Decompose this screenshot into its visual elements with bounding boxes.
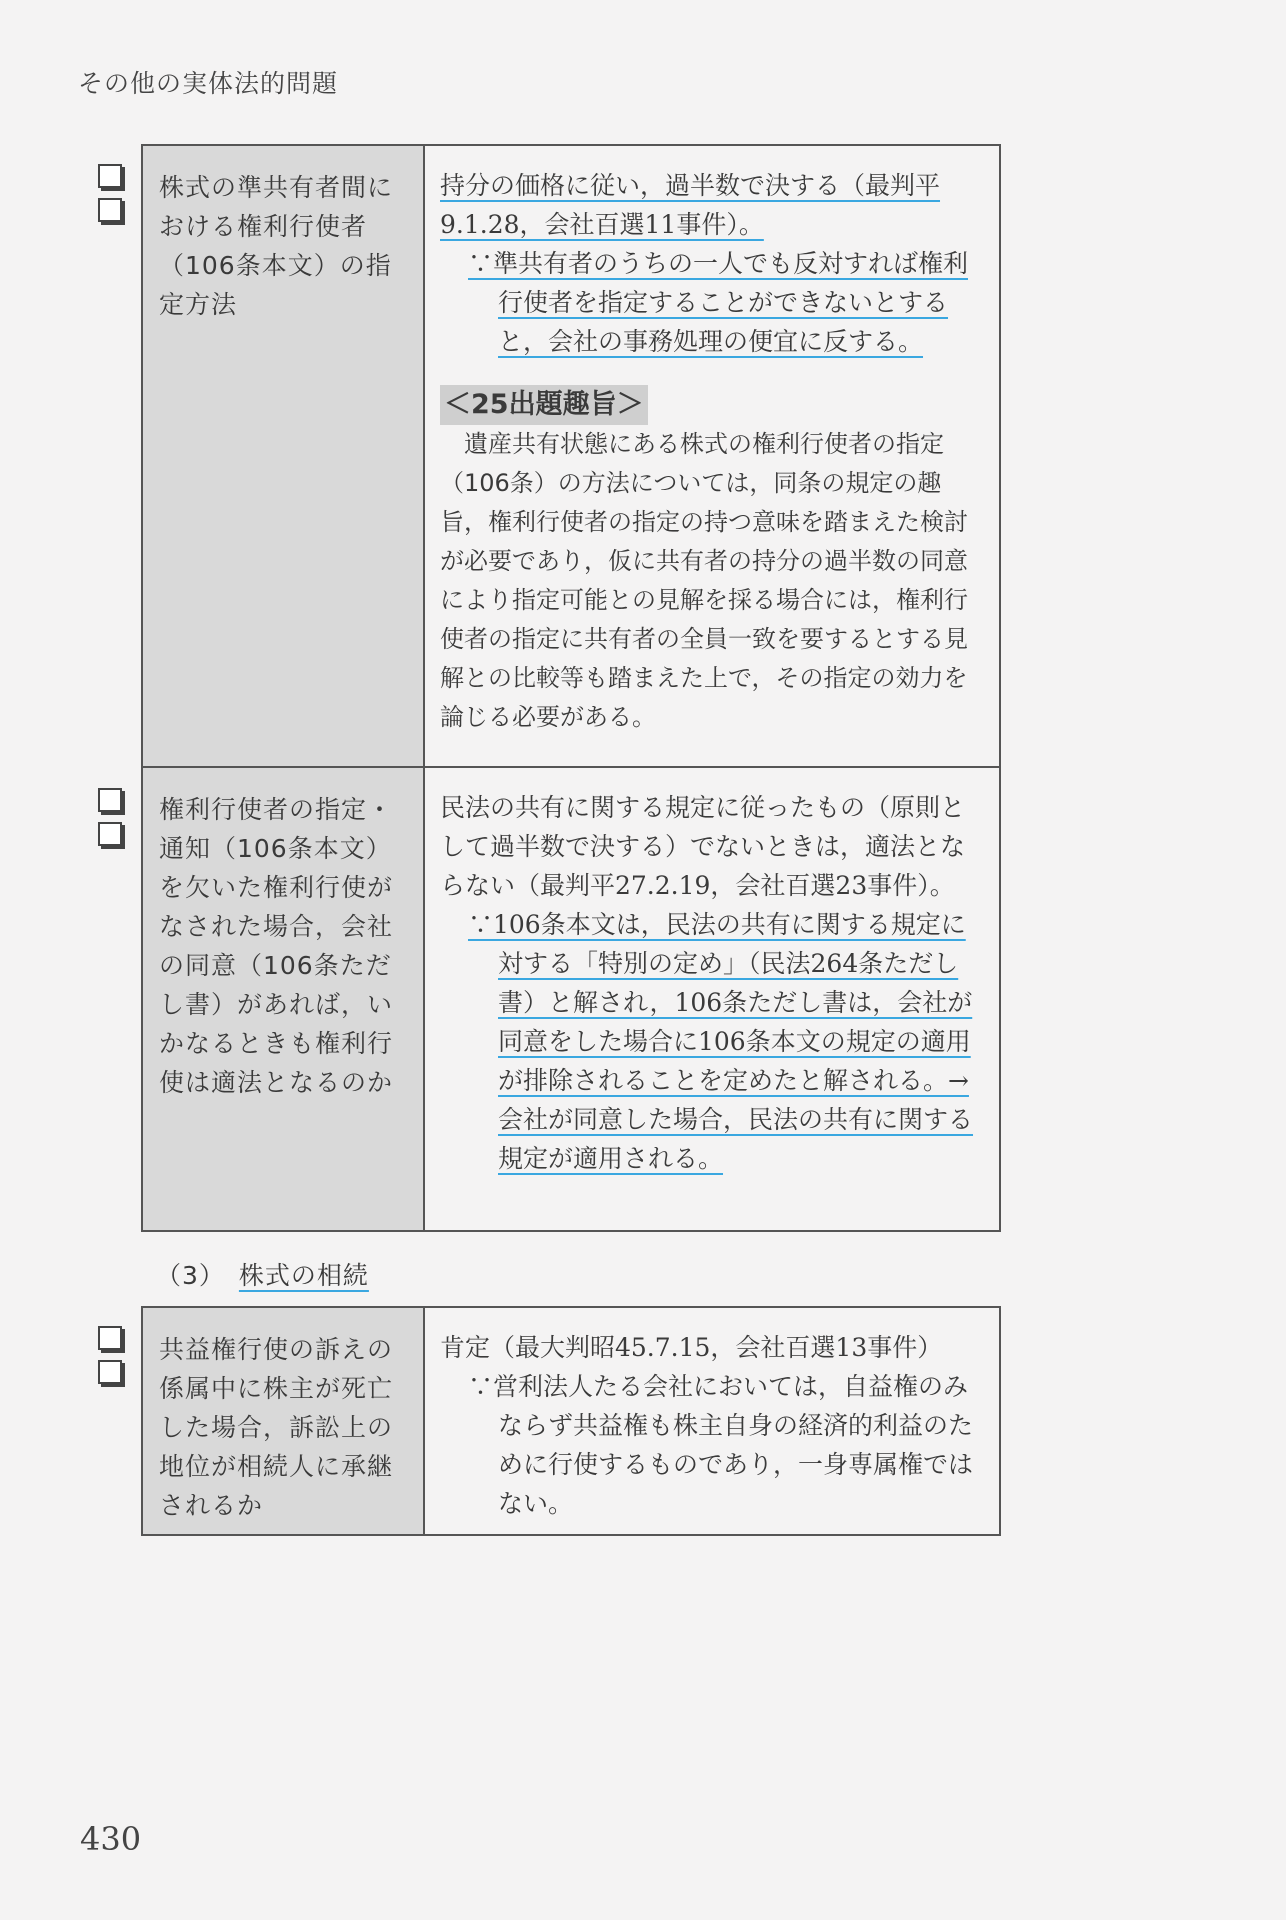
section-title: 株式の相続 bbox=[238, 1261, 369, 1290]
section-number: （3） bbox=[156, 1261, 225, 1290]
exam-purpose-label: ＜25出題趣旨＞ bbox=[440, 385, 648, 425]
reason-text: ∵営利法人たる会社においては，自益権のみならず共益権も株主自身の経済的利益のために行使するものであり，一身専属権ではない。 bbox=[468, 1372, 974, 1518]
answer-cell bbox=[425, 1308, 999, 1534]
question-cell: 権利行使者の指定・通知（106条本文）を欠いた権利行使がなされた場合，会社の同意（106条ただし書）があれば，いかなるときも権利行使は適法となるのか bbox=[143, 768, 425, 1230]
review-checkbox[interactable] bbox=[98, 788, 122, 812]
question-cell: 共益権行使の訴えの係属中に株主が死亡した場合，訴訟上の地位が相続人に承継されるか bbox=[143, 1308, 425, 1534]
qa-table-2 bbox=[141, 766, 1001, 1232]
answer-text: 民法の共有に関する規定に従ったもの（原則として過半数で決する）でないときは，適法とならない（最判平27.2.19，会社百選23事件）。 bbox=[440, 793, 966, 900]
qa-table-3 bbox=[141, 1306, 1001, 1536]
review-checkbox[interactable] bbox=[98, 1326, 122, 1350]
review-checkbox[interactable] bbox=[98, 1360, 122, 1384]
page-header: その他の実体法的問題 bbox=[78, 69, 339, 98]
qa-table-1 bbox=[141, 144, 1001, 768]
checkbox-group-2 bbox=[98, 788, 122, 856]
review-checkbox[interactable] bbox=[98, 822, 122, 846]
reason-text: ∵106条本文は，民法の共有に関する規定に対する「特別の定め」（民法264条ただし書）と解され，106条ただし書は，会社が同意をした場合に106条本文の規定の適用が排除されることを定めたと解される。→会社が同意した場合，民法の共有に関する規定が適用される。 bbox=[468, 910, 974, 1173]
checkbox-group-1 bbox=[98, 164, 122, 232]
question-cell: 株式の準共有者間における権利行使者（106条本文）の指定方法 bbox=[143, 146, 425, 766]
answer-text: 持分の価格に従い，過半数で決する（最判平9.1.28，会社百選11事件）。 bbox=[440, 171, 941, 239]
review-checkbox[interactable] bbox=[98, 198, 122, 222]
reason-text: ∵準共有者のうちの一人でも反対すれば権利行使者を指定することができないとすると，会社の事務処理の便宜に反する。 bbox=[468, 249, 969, 356]
section-heading bbox=[156, 1256, 369, 1292]
answer-text: 肯定（最大判昭45.7.15，会社百選13事件） bbox=[440, 1333, 943, 1362]
answer-cell bbox=[425, 146, 999, 766]
review-checkbox[interactable] bbox=[98, 164, 122, 188]
exam-purpose-text: 遺産共有状態にある株式の権利行使者の指定（106条）の方法については，同条の規定の趣旨，権利行使者の指定の持つ意味を踏まえた検討が必要であり，仮に共有者の持分の過半数の同意により指定可能との見解を採る場合には，権利行使者の指定に共有者の全員一致を要するとする見解との比較等も踏まえた上で，その指定の効力を論じる必要がある。 bbox=[440, 430, 968, 731]
answer-cell bbox=[425, 768, 999, 1230]
checkbox-group-3 bbox=[98, 1326, 122, 1394]
page-number: 430 bbox=[80, 1820, 142, 1858]
